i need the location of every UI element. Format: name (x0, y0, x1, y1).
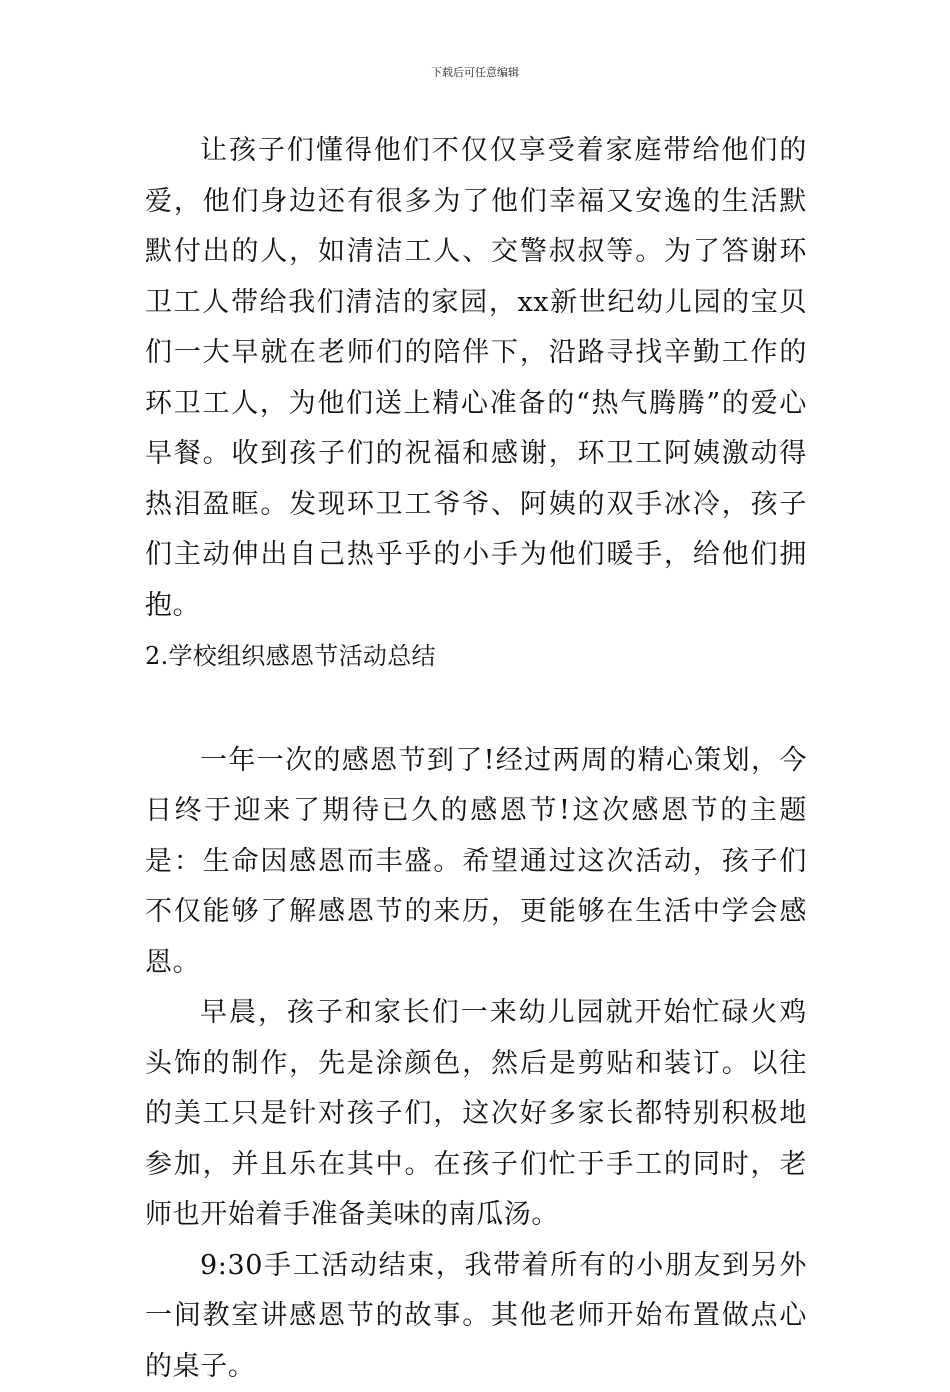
section-heading: 2.学校组织感恩节活动总结 (145, 631, 807, 682)
section-spacer (145, 682, 807, 736)
paragraph-story-time: 9:30手工活动结束，我带着所有的小朋友到另外一间教室讲感恩节的故事。其他老师开始布置做点心的桌子。 (145, 1241, 807, 1392)
page-header-note: 下载后可任意编辑 (0, 66, 950, 80)
paragraph-intro: 一年一次的感恩节到了!经过两周的精心策划，今日终于迎来了期待已久的感恩节!这次感恩节的主题是：生命因感恩而丰盛。希望通过这次活动，孩子们不仅能够了解感恩节的来历，更能够在生活中学会感恩。 (145, 736, 807, 989)
paragraph-gratitude-workers: 让孩子们懂得他们不仅仅享受着家庭带给他们的爱，他们身边还有很多为了他们幸福又安逸的生活默默付出的人，如清洁工人、交警叔叔等。为了答谢环卫工人带给我们清洁的家园，xx新世纪幼儿园的宝贝们一大早就在老师们的陪伴下，沿路寻找辛勤工作的环卫工人，为他们送上精心准备的“热气腾腾”的爱心早餐。收到孩子们的祝福和感谢，环卫工阿姨激动得热泪盈眶。发现环卫工爷爷、阿姨的双手冰冷，孩子们主动伸出自己热乎乎的小手为他们暖手，给他们拥抱。 (145, 126, 807, 631)
document-body (145, 126, 807, 1392)
paragraph-morning: 早晨，孩子和家长们一来幼儿园就开始忙碌火鸡头饰的制作，先是涂颜色，然后是剪贴和装订。以往的美工只是针对孩子们，这次好多家长都特别积极地参加，并且乐在其中。在孩子们忙于手工的同时，老师也开始着手准备美味的南瓜汤。 (145, 988, 807, 1241)
